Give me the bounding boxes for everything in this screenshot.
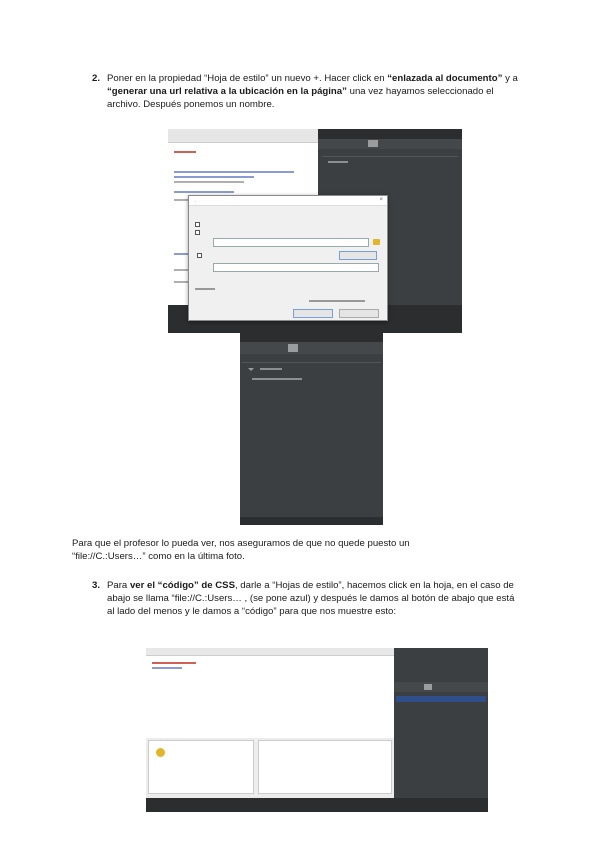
panel-toolbar: [394, 682, 488, 692]
step-text-c: una vez hayamos seleccionado el archivo. Después ponemos un nombre.: [107, 86, 494, 110]
bottom-bar: [240, 517, 383, 525]
stylesheet-dialog: [188, 195, 388, 321]
lower-panels: [146, 738, 394, 798]
step-text: [107, 579, 522, 618]
dialog-titlebar: · ×: [189, 196, 387, 206]
folder-icon[interactable]: [373, 239, 380, 245]
panel-header: [240, 333, 383, 342]
panel-columns: [322, 151, 458, 157]
step-text-b: , darle a “Hojas de estilo”, hacemos click en la hoja, en el caso de abajo se llama “file://C.:Users… , (se pone azul) y después le damos al botón de abajo que está al lado del menos y le damos a “código” para que nos muestre esto:: [107, 580, 515, 617]
note-line-2: “file://C.:Users…” como en la última foto.: [72, 551, 245, 562]
selected-stylesheet[interactable]: [396, 696, 486, 702]
panel-columns: [242, 355, 381, 363]
step-2: [92, 72, 522, 114]
file-path-field[interactable]: [213, 238, 369, 247]
screenshot-css-code: [146, 648, 488, 812]
step-text-b: y a: [502, 73, 518, 84]
panel-row: [328, 161, 348, 163]
panel-toolbar: [318, 139, 462, 149]
step-number: 3.: [92, 580, 101, 591]
triangle-icon[interactable]: [248, 368, 254, 371]
panel-header: [318, 129, 462, 139]
step-text: [107, 72, 522, 111]
properties-panel: [394, 648, 488, 812]
step-3: [92, 579, 522, 635]
name-field[interactable]: [213, 263, 379, 272]
step-number: 2.: [92, 73, 101, 84]
cancel-button[interactable]: [339, 309, 379, 318]
relative-url-checkbox[interactable]: [195, 230, 200, 235]
accept-button[interactable]: [293, 309, 333, 318]
list-item[interactable]: [260, 368, 282, 370]
step-text-a: Poner en la propiedad “Hoja de estilo” un nuevo +. Hacer click en: [107, 73, 388, 84]
toolbar-swatch: [368, 140, 378, 147]
screenshot-stylesheet-dialog: [168, 129, 462, 333]
toolbar-swatch: [424, 684, 432, 690]
note-paragraph: [72, 537, 532, 563]
option-checkbox[interactable]: [197, 253, 202, 258]
step-text-a: Para: [107, 580, 130, 591]
close-icon[interactable]: ×: [379, 197, 383, 203]
screenshot-stylesheet-list: [240, 333, 383, 525]
step-bold-b: “generar una url relativa a la ubicación en la página”: [107, 86, 347, 97]
status-bar: [146, 798, 488, 812]
step-bold-a: “enlazada al documento”: [387, 73, 503, 84]
css-code-view: [146, 648, 394, 738]
warning-icon: [156, 748, 165, 757]
step-bold-a: ver el “código” de CSS: [129, 580, 235, 591]
browse-button[interactable]: [339, 251, 377, 260]
list-item[interactable]: [252, 378, 302, 380]
note-line-1: Para que el profesor lo pueda ver, nos aseguramos de que no quede puesto un: [72, 538, 410, 549]
panel-toolbar: [240, 342, 383, 354]
toolbar-swatch: [288, 344, 298, 352]
linked-checkbox[interactable]: [195, 222, 200, 227]
editor-tabbar: [168, 129, 318, 143]
code-tabbar: [146, 648, 394, 656]
